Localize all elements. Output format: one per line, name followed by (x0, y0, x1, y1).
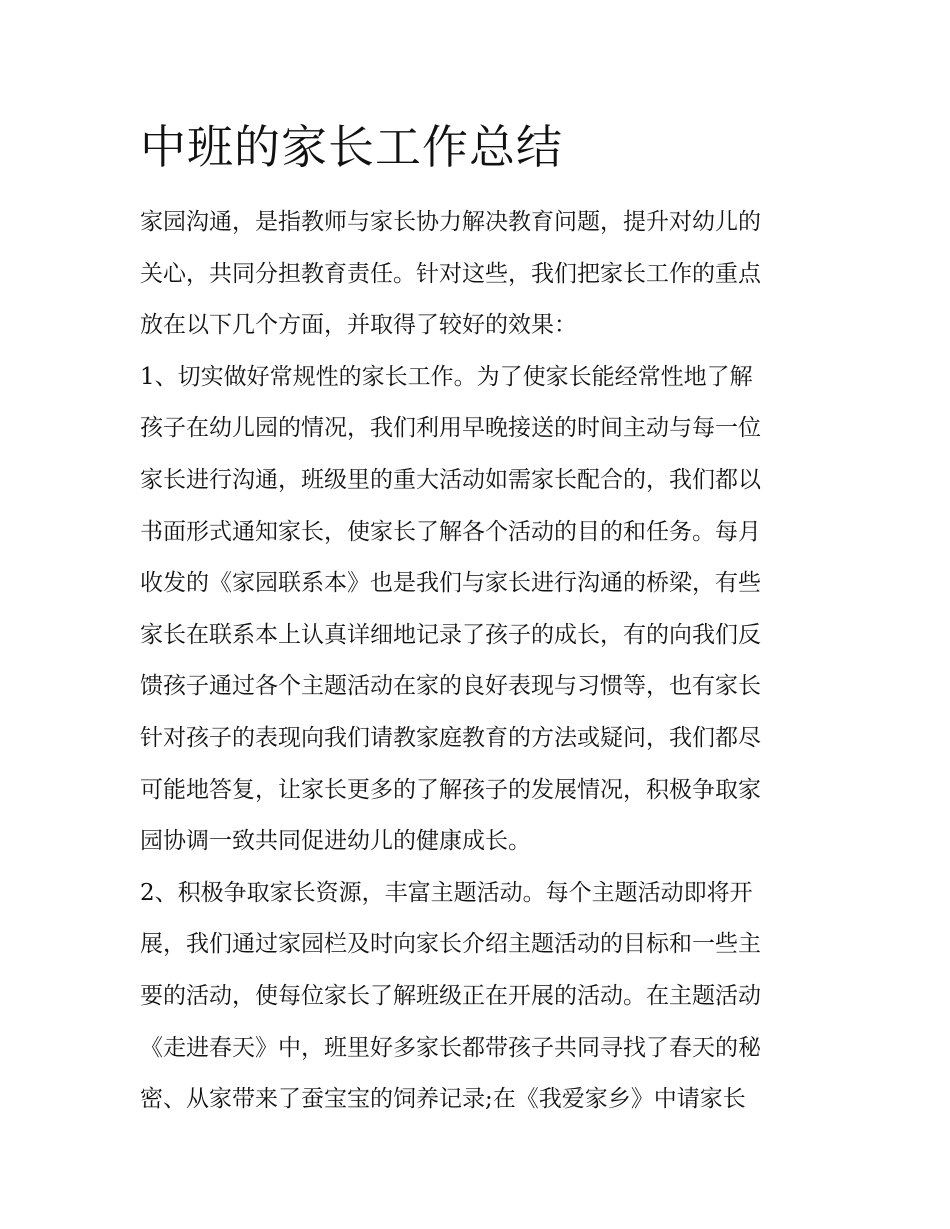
body-line: 家长在联系本上认真详细地记录了孩子的成长，有的向我们反 (140, 621, 761, 648)
body-line: 要的活动，使每位家长了解班级正在开展的活动。在主题活动 (140, 982, 761, 1009)
body-line: 家长进行沟通，班级里的重大活动如需家长配合的，我们都以 (140, 466, 761, 493)
body-line: 园协调一致共同促进幼儿的健康成长。 (140, 828, 531, 855)
body-line: 展，我们通过家园栏及时向家长介绍主题活动的目标和一些主 (140, 931, 761, 958)
body-line: 关心，共同分担教育责任。针对这些，我们把家长工作的重点 (140, 260, 761, 287)
document-body (140, 197, 820, 1126)
body-line: 2、积极争取家长资源，丰富主题活动。每个主题活动即将开 (140, 879, 753, 906)
body-line: 可能地答复，让家长更多的了解孩子的发展情况，积极争取家 (140, 776, 761, 803)
body-line: 馈孩子通过各个主题活动在家的良好表现与习惯等，也有家长 (140, 673, 761, 700)
body-line: 针对孩子的表现向我们请教家庭教育的方法或疑问，我们都尽 (140, 724, 761, 751)
body-line: 孩子在幼儿园的情况，我们利用早晚接送的时间主动与每一位 (140, 415, 761, 442)
body-line: 收发的《家园联系本》也是我们与家长进行沟通的桥梁，有些 (140, 570, 761, 597)
body-line: 1、切实做好常规性的家长工作。为了使家长能经常性地了解 (140, 363, 753, 390)
body-line: 《走进春天》中，班里好多家长都带孩子共同寻找了春天的秘 (140, 1034, 761, 1061)
body-line: 密、从家带来了蚕宝宝的饲养记录;在《我爱家乡》中请家长 (140, 1086, 746, 1113)
document-title: 中班的家长工作总结 (140, 120, 563, 174)
body-line: 家园沟通，是指教师与家长协力解决教育问题，提升对幼儿的 (140, 209, 761, 235)
body-line: 放在以下几个方面，并取得了较好的效果： (140, 312, 577, 339)
body-line: 书面形式通知家长，使家长了解各个活动的目的和任务。每月 (140, 518, 761, 545)
